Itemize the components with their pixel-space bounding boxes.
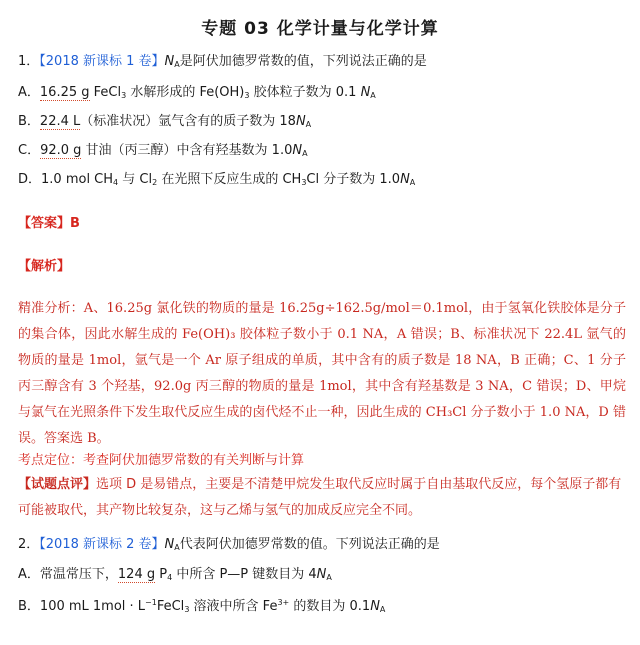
- question-number: 2．: [18, 537, 40, 552]
- question-1-option-d: D．1.0 mol $CH_4$ 与 $Cl_2$ 在光照下反应生成的 $CH_3Cl$ 分子数为 $1.0N_A$: [18, 172, 416, 187]
- analysis-label: 【解析】: [18, 259, 71, 274]
- answer-value: B: [70, 216, 80, 231]
- comment-paragraph: [18, 472, 626, 524]
- question-number: 1．: [18, 54, 40, 69]
- question-1-option-b: B．22.4 L（标准状况）氩气含有的质子数为 $18N_A$: [18, 114, 312, 129]
- question-2-option-b: B．100 mL $1mol \cdot L^{-1}FeCl_3$ 溶液中所含 $Fe^{3+}$ 的数目为 $0.1N_A$: [18, 598, 386, 614]
- analysis-paragraph: 精准分析：A、16.25g 氯化铁的物质的量是 16.25g÷162.5g/mol＝0.1mol，由于氢氧化铁胶体是分子的集合体，因此水解生成的 Fe(OH)₃ 胶体粒子数小于 0.1 NA，A 错误；B、标准状况下 22.4L 氩气的物质的量是 1mol，氩气是一个 Ar 原子组成的单质，其中含有的质子数是 18 NA，B 正确；C、1 分子丙三醇含有 3 个羟基，92.0g 丙三醇的物质的量是 1mol，其中含有羟基数是 3 NA，C 错误；D、甲烷与氯气在光照条件下发生取代反应生成的卤代烃不止一种，因此生成的 CH₃Cl 分子数小于 1.0 NA，D 错误。答案选 B。: [18, 301, 626, 446]
- question-2-stem: 2．【2018 新课标 2 卷】$N_A$代表阿伏加德罗常数的值。下列说法正确的是: [18, 537, 440, 552]
- question-1-option-c: C．92.0 g 甘油（丙三醇）中含有羟基数为 $1.0N_A$: [18, 143, 308, 158]
- question-1-option-a: A．16.25 g FeCl$_3$ 水解形成的 $Fe(OH)_3$ 胶体粒子数为 0.1 $N_A$: [18, 85, 376, 100]
- question-source: 【2018 新课标 1 卷】: [39, 54, 165, 69]
- answer-line: [18, 212, 80, 231]
- kaodian-line: 考点定位：考查阿伏加德罗常数的有关判断与计算: [18, 453, 305, 468]
- comment-label: 【试题点评】: [18, 477, 97, 492]
- question-2-option-a: A．常温常压下，124 g $P_4$ 中所含 P—P 键数目为 $4N_A$: [18, 567, 332, 582]
- page-title: 专题 03 化学计量与化学计算: [201, 19, 439, 39]
- question-source: 【2018 新课标 2 卷】: [39, 537, 165, 552]
- question-1-stem: 1．【2018 新课标 1 卷】$N_A$是阿伏加德罗常数的值，下列说法正确的是: [18, 54, 427, 69]
- answer-label: 【答案】: [18, 216, 71, 231]
- comment-text: 选项 D 是易错点，主要是不清楚甲烷发生取代反应时属于自由基取代反应，每个氢原子都有可能被取代，其产物比较复杂，这与乙烯与氢气的加成反应完全不同。: [18, 477, 622, 518]
